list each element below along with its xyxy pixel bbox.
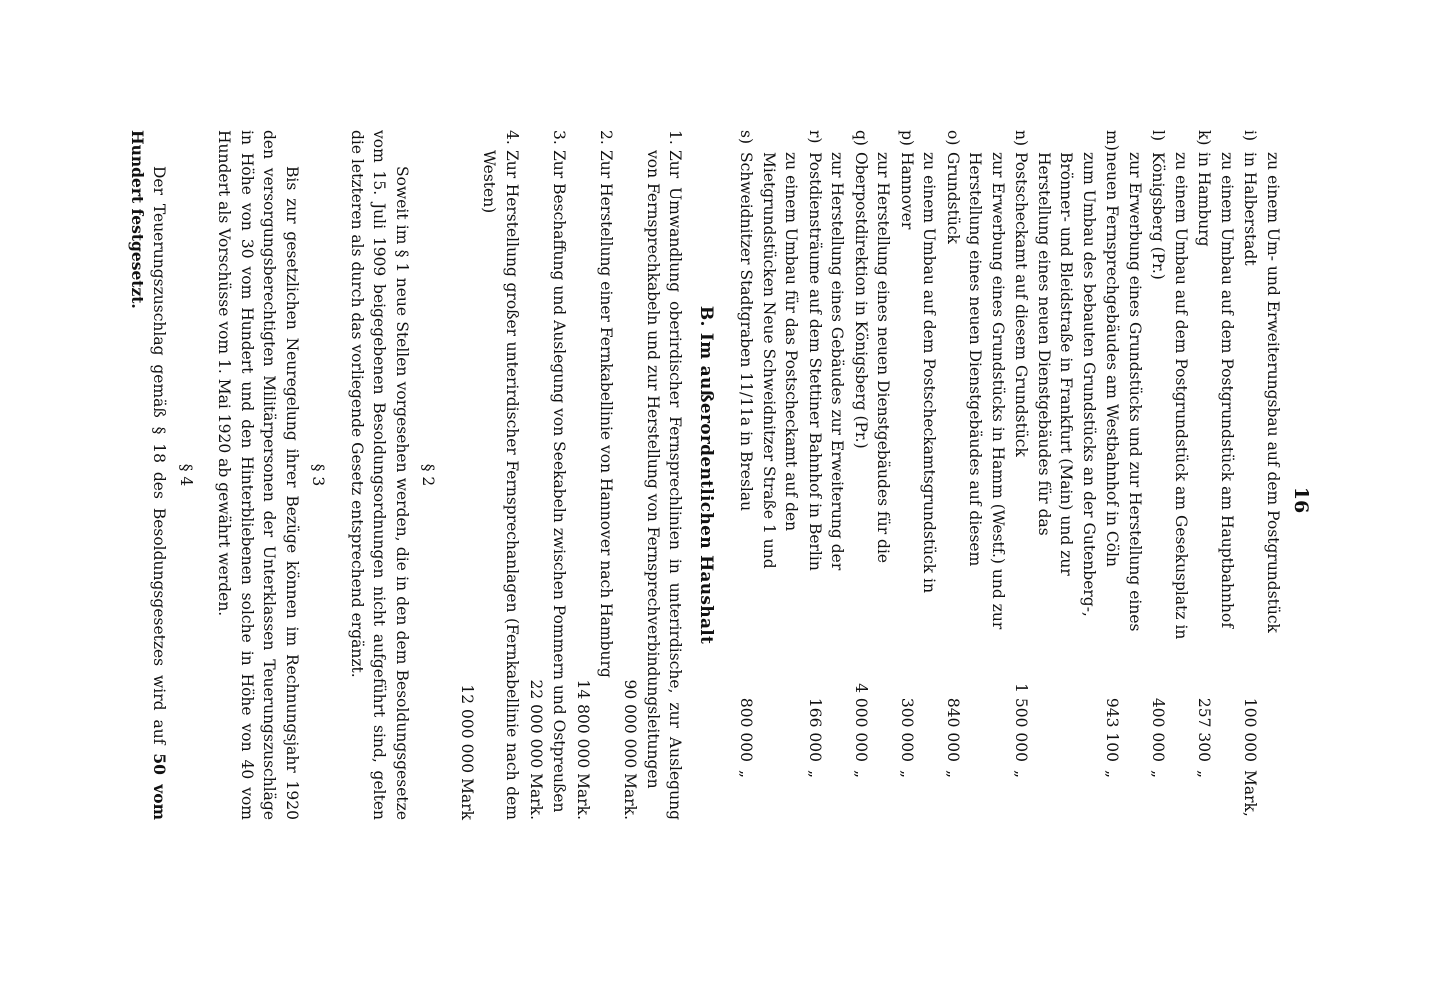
budget-item-row: [1147, 130, 1192, 820]
item-amount: 166 000: [806, 697, 824, 762]
item-key: s): [737, 130, 756, 145]
item-unit: „: [1149, 770, 1168, 779]
extraordinary-item-body: [525, 150, 570, 820]
extraordinary-item-amount: 14 800 000 Mark.: [574, 679, 593, 820]
budget-item-row: [1239, 130, 1284, 820]
paragraph-2-text: Soweit im § 1 neue Stellen vorgesehen werden, die in den dem Besoldungsgesetze vom 15. Juli 1909 beigegebenen Besoldungsordnungen nicht aufgeführt sind, gelten die letzteren als durch das vorliegende Gesetz entsprechend ergänzt.: [348, 130, 411, 820]
extraordinary-item-amount: 90 000 000 Mark.: [621, 679, 640, 820]
item-description: zu einem Umbau auf dem Postgrundstück am Hauptbahnhof in Hamburg: [1195, 152, 1236, 629]
paragraph-3-heading: § 3: [309, 463, 328, 487]
paragraph-4-emphasis: 50 vom Hundert festgesetzt.: [128, 130, 170, 820]
item-description: zur Herstellung eines neuen Dienstgebäudes für die Oberpostdirektion in Königsberg (Pr.): [852, 152, 893, 564]
budget-item-row: [942, 130, 1010, 820]
item-unit: „: [898, 770, 916, 779]
budget-item-row: [1193, 130, 1238, 820]
item-unit: Mark,: [1241, 770, 1260, 817]
extraordinary-item-number: 3.: [550, 130, 568, 145]
extraordinary-item-row: [572, 130, 617, 820]
item-key: o): [944, 130, 962, 146]
budget-item-row: [896, 130, 941, 820]
item-description: zur Erwerbung eines Grundstücks und zur Herstellung eines neuen Fernsprechgebäudes am Westbahnhof in Cöln: [1103, 152, 1144, 632]
extraordinary-item-description: Zur Beschaffung und Auslegung von Seekabeln zwischen Pommern und Ostpreußen: [550, 150, 568, 813]
item-description: zu einem Umbau auf dem Postgrundstück am Gesekusplatz in Königsberg (Pr.): [1149, 152, 1190, 640]
item-amount: 257 300: [1195, 697, 1214, 762]
item-key: q): [852, 130, 870, 146]
extraordinary-item-description: Zur Herstellung einer Fernkabellinie von Hannover nach Hamburg: [597, 150, 615, 678]
item-key: n): [1012, 130, 1031, 147]
page-number: 16: [1290, 486, 1312, 514]
budget-item-row: [735, 130, 803, 820]
extraordinary-item-number: 1.: [666, 130, 685, 145]
item-key: k): [1195, 130, 1214, 146]
extraordinary-item-row: [456, 130, 524, 820]
extraordinary-item-number: 2.: [597, 130, 615, 145]
item-amount: 100 000: [1241, 697, 1260, 762]
item-key: l): [1149, 130, 1168, 142]
paragraph-4-heading: § 4: [177, 463, 195, 487]
extraordinary-item-body: [572, 150, 617, 820]
item-description: zur Erwerbung eines Grundstücks in Hamm (Westf.) und zur Herstellung eines neuen Dienstgebäudes auf diesem Grundstück: [944, 152, 1007, 630]
extraordinary-item-description: Zur Umwandlung oberirdischer Fernsprechlinien in unterirdische, zur Auslegung von Fernsprechkabeln und zur Herstellung von Fernsprechverbindungsleitungen: [644, 150, 685, 820]
item-amount: 1 500 000: [1012, 683, 1031, 762]
budget-item-list: [735, 130, 1284, 820]
budget-item-row: [850, 130, 895, 820]
section-title: B. Im außerordentlichen Haushalt: [696, 305, 716, 645]
extraordinary-item-amount: 12 000 000 Mark: [458, 684, 476, 820]
item-description: zu einem Umbau für das Postscheckamt auf den Mietgrundstücken Neue Schweidnitzer Straße 1 und Schweidnitzer Stadtgraben 11/11a in Breslau: [737, 152, 801, 569]
page-content: [126, 130, 1285, 820]
item-unit: „: [1012, 770, 1031, 779]
paragraph-2-heading: § 2: [419, 463, 438, 487]
item-amount: 4 000 000: [852, 683, 870, 762]
item-description: zu einem Um- und Erweiterungsbau auf dem Postgrundstück in Halberstadt: [1241, 152, 1282, 633]
budget-item-row: [1101, 130, 1146, 820]
item-unit: „: [1103, 770, 1122, 779]
item-key: r): [806, 130, 824, 144]
item-description: zum Umbau des bebauten Grundstücks an der Gutenberg-, Brönner- und Bleidstraße in Frankfurt (Main) und zur Herstellung eines neuen Dienstgebäudes für das Postscheckamt auf diesem Grundstück: [1012, 152, 1098, 617]
item-amount: 400 000: [1149, 697, 1168, 762]
budget-item-row: [804, 130, 849, 820]
item-unit: „: [806, 770, 824, 779]
item-key: i): [1241, 130, 1260, 142]
extraordinary-item-amount: 22 000 000 Mark.: [527, 679, 546, 820]
item-unit: „: [944, 770, 962, 779]
item-key: m): [1103, 130, 1122, 151]
paragraph-4-body: Der Teuerungszuschlag gemäß § 18 des Besoldungsgesetzes wird auf: [150, 166, 169, 745]
paragraph-4-text: [126, 130, 171, 820]
extraordinary-item-row: [525, 130, 570, 820]
paragraph-3-text: Bis zur gesetzlichen Neuregelung ihrer Bezüge können im Rechnungsjahr 1920 den versorgungsberechtigten Militärpersonen der Unterklassen Teuerungszuschläge in Höhe von 30 vom Hundert und den Hinterbliebenen solche in Höhe von 40 vom Hundert als Vorschüsse vom 1. Mai 1920 ab gewährt werden.: [215, 130, 301, 820]
item-description: zu einem Umbau auf dem Postscheckamtsgrundstück in Hannover: [898, 152, 939, 594]
item-unit: „: [737, 770, 756, 779]
extraordinary-item-list: [456, 130, 687, 820]
extraordinary-item-number: 4.: [503, 130, 521, 145]
item-unit: „: [1195, 770, 1214, 779]
item-key: p): [898, 130, 916, 146]
extraordinary-item-body: [456, 150, 524, 820]
item-amount: 840 000: [944, 697, 962, 762]
item-description: zur Herstellung eines Gebäudes zur Erweiterung der Postdiensträume auf dem Stettiner Bahnhof in Berlin: [806, 152, 847, 571]
extraordinary-item-description: Zur Herstellung großer unterirdischer Fernsprechanlagen (Fernkabellinie nach dem Westen): [480, 150, 521, 820]
extraordinary-item-row: [619, 130, 687, 820]
item-unit: „: [852, 770, 870, 779]
budget-item-row: [1010, 130, 1100, 820]
item-amount: 300 000: [898, 697, 916, 762]
extraordinary-item-body: [619, 150, 687, 820]
item-amount: 943 100: [1103, 697, 1122, 762]
item-amount: 800 000: [737, 697, 756, 762]
